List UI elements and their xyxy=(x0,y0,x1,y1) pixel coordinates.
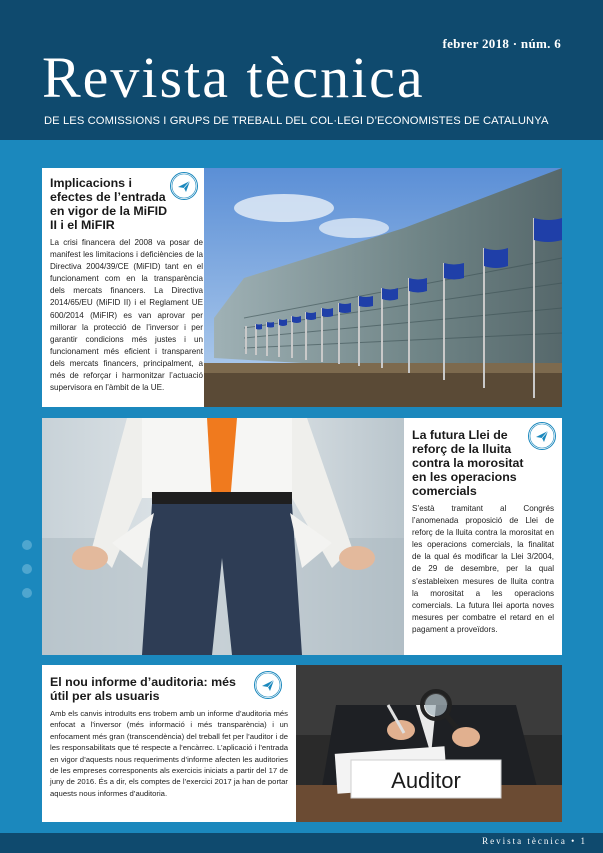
page-footer xyxy=(0,833,603,853)
binder-hole xyxy=(22,588,32,598)
eu-commission-photo xyxy=(204,168,562,407)
paper-plane-icon xyxy=(254,671,282,699)
article-body: La crisi financera del 2008 va posar de manifest les limitacions i deficiències de la Directiva 2004/39/CE (MiFID) tant en el funcionament com en la transparència dels mercats financers. La Directiva 2014/65/EU (MiFID II) i el Reglament UE 600/2014 (MiFIR) es van aprovar per millorar la protecció de l’inversor i per garantir condicions més justes i un funcionament més eficient i transparent dels mercats financers, principalment, a més de reforçar i harmonitzar l’actuació supervisora en l’àmbit de la UE. xyxy=(50,238,203,393)
article-body: S’està tramitant al Congrés l’anomenada proposició de Llei de reforç de la lluita contra la morositat en les operacions comercials, la finalitat de la qual és modificar la Llei 3/2004, de 29 de desembre, per la qual s’estableixen mesures de lluita contra la morositat a les operacions comercials. La futura llei aporta noves mesures per combatre el retard en el pagament a proveïdors. xyxy=(412,504,554,634)
article-card-morositat[interactable] xyxy=(42,418,562,655)
article-body: Amb els canvis introduïts ens trobem amb un informe d’auditoria més enfocat a l’inversor (més informació i més transparència) i un enfocament més gran (transcendència) del treball fet per l’auditor i de les responsabilitats que té respecte a l’encàrrec. L’aplicació i l’entrada en vigor d’aquests nous requeriments d’informe afecten les auditories de les empreses corresponents als exercicis iniciats a partir del 17 de juny de 2016. És a dir, els comptes de l’exercici 2017 ja han de portar aquests nous informes d’auditoria. xyxy=(50,709,288,798)
auditor-photo xyxy=(296,665,562,822)
paper-plane-icon xyxy=(170,172,198,200)
binder-hole xyxy=(22,564,32,574)
magazine-subtitle: DE LES COMISSIONS I GRUPS DE TREBALL DEL COL·LEGI D’ECONOMISTES DE CATALUNYA xyxy=(44,115,549,127)
footer-label xyxy=(482,836,587,846)
article-card-auditoria[interactable] xyxy=(42,665,562,822)
page-number: 1 xyxy=(580,836,587,846)
empty-pockets-photo xyxy=(42,418,404,655)
binder-hole xyxy=(22,540,32,550)
article-title[interactable]: El nou informe d’auditoria: més útil per als usuaris xyxy=(50,675,236,703)
section-divider xyxy=(0,657,603,661)
footer-magazine: Revista tècnica xyxy=(482,836,567,846)
article-card-mifid[interactable] xyxy=(42,168,562,407)
magazine-title: Revista tècnica xyxy=(42,45,425,110)
issue-label: febrer 2018 · núm. 6 xyxy=(442,36,561,51)
article-title[interactable]: La futura Llei de reforç de la lluita contra la morositat en les operacions comercials xyxy=(412,428,524,498)
masthead-header xyxy=(0,0,603,140)
section-divider xyxy=(0,409,603,413)
auditor-sign-text: Auditor xyxy=(391,768,461,793)
binder-holes xyxy=(22,540,32,612)
footer-bullet: • xyxy=(571,836,577,846)
article-title[interactable]: Implicacions i efectes de l’entrada en vigor de la MiFID II i el MiFIR xyxy=(50,176,168,232)
